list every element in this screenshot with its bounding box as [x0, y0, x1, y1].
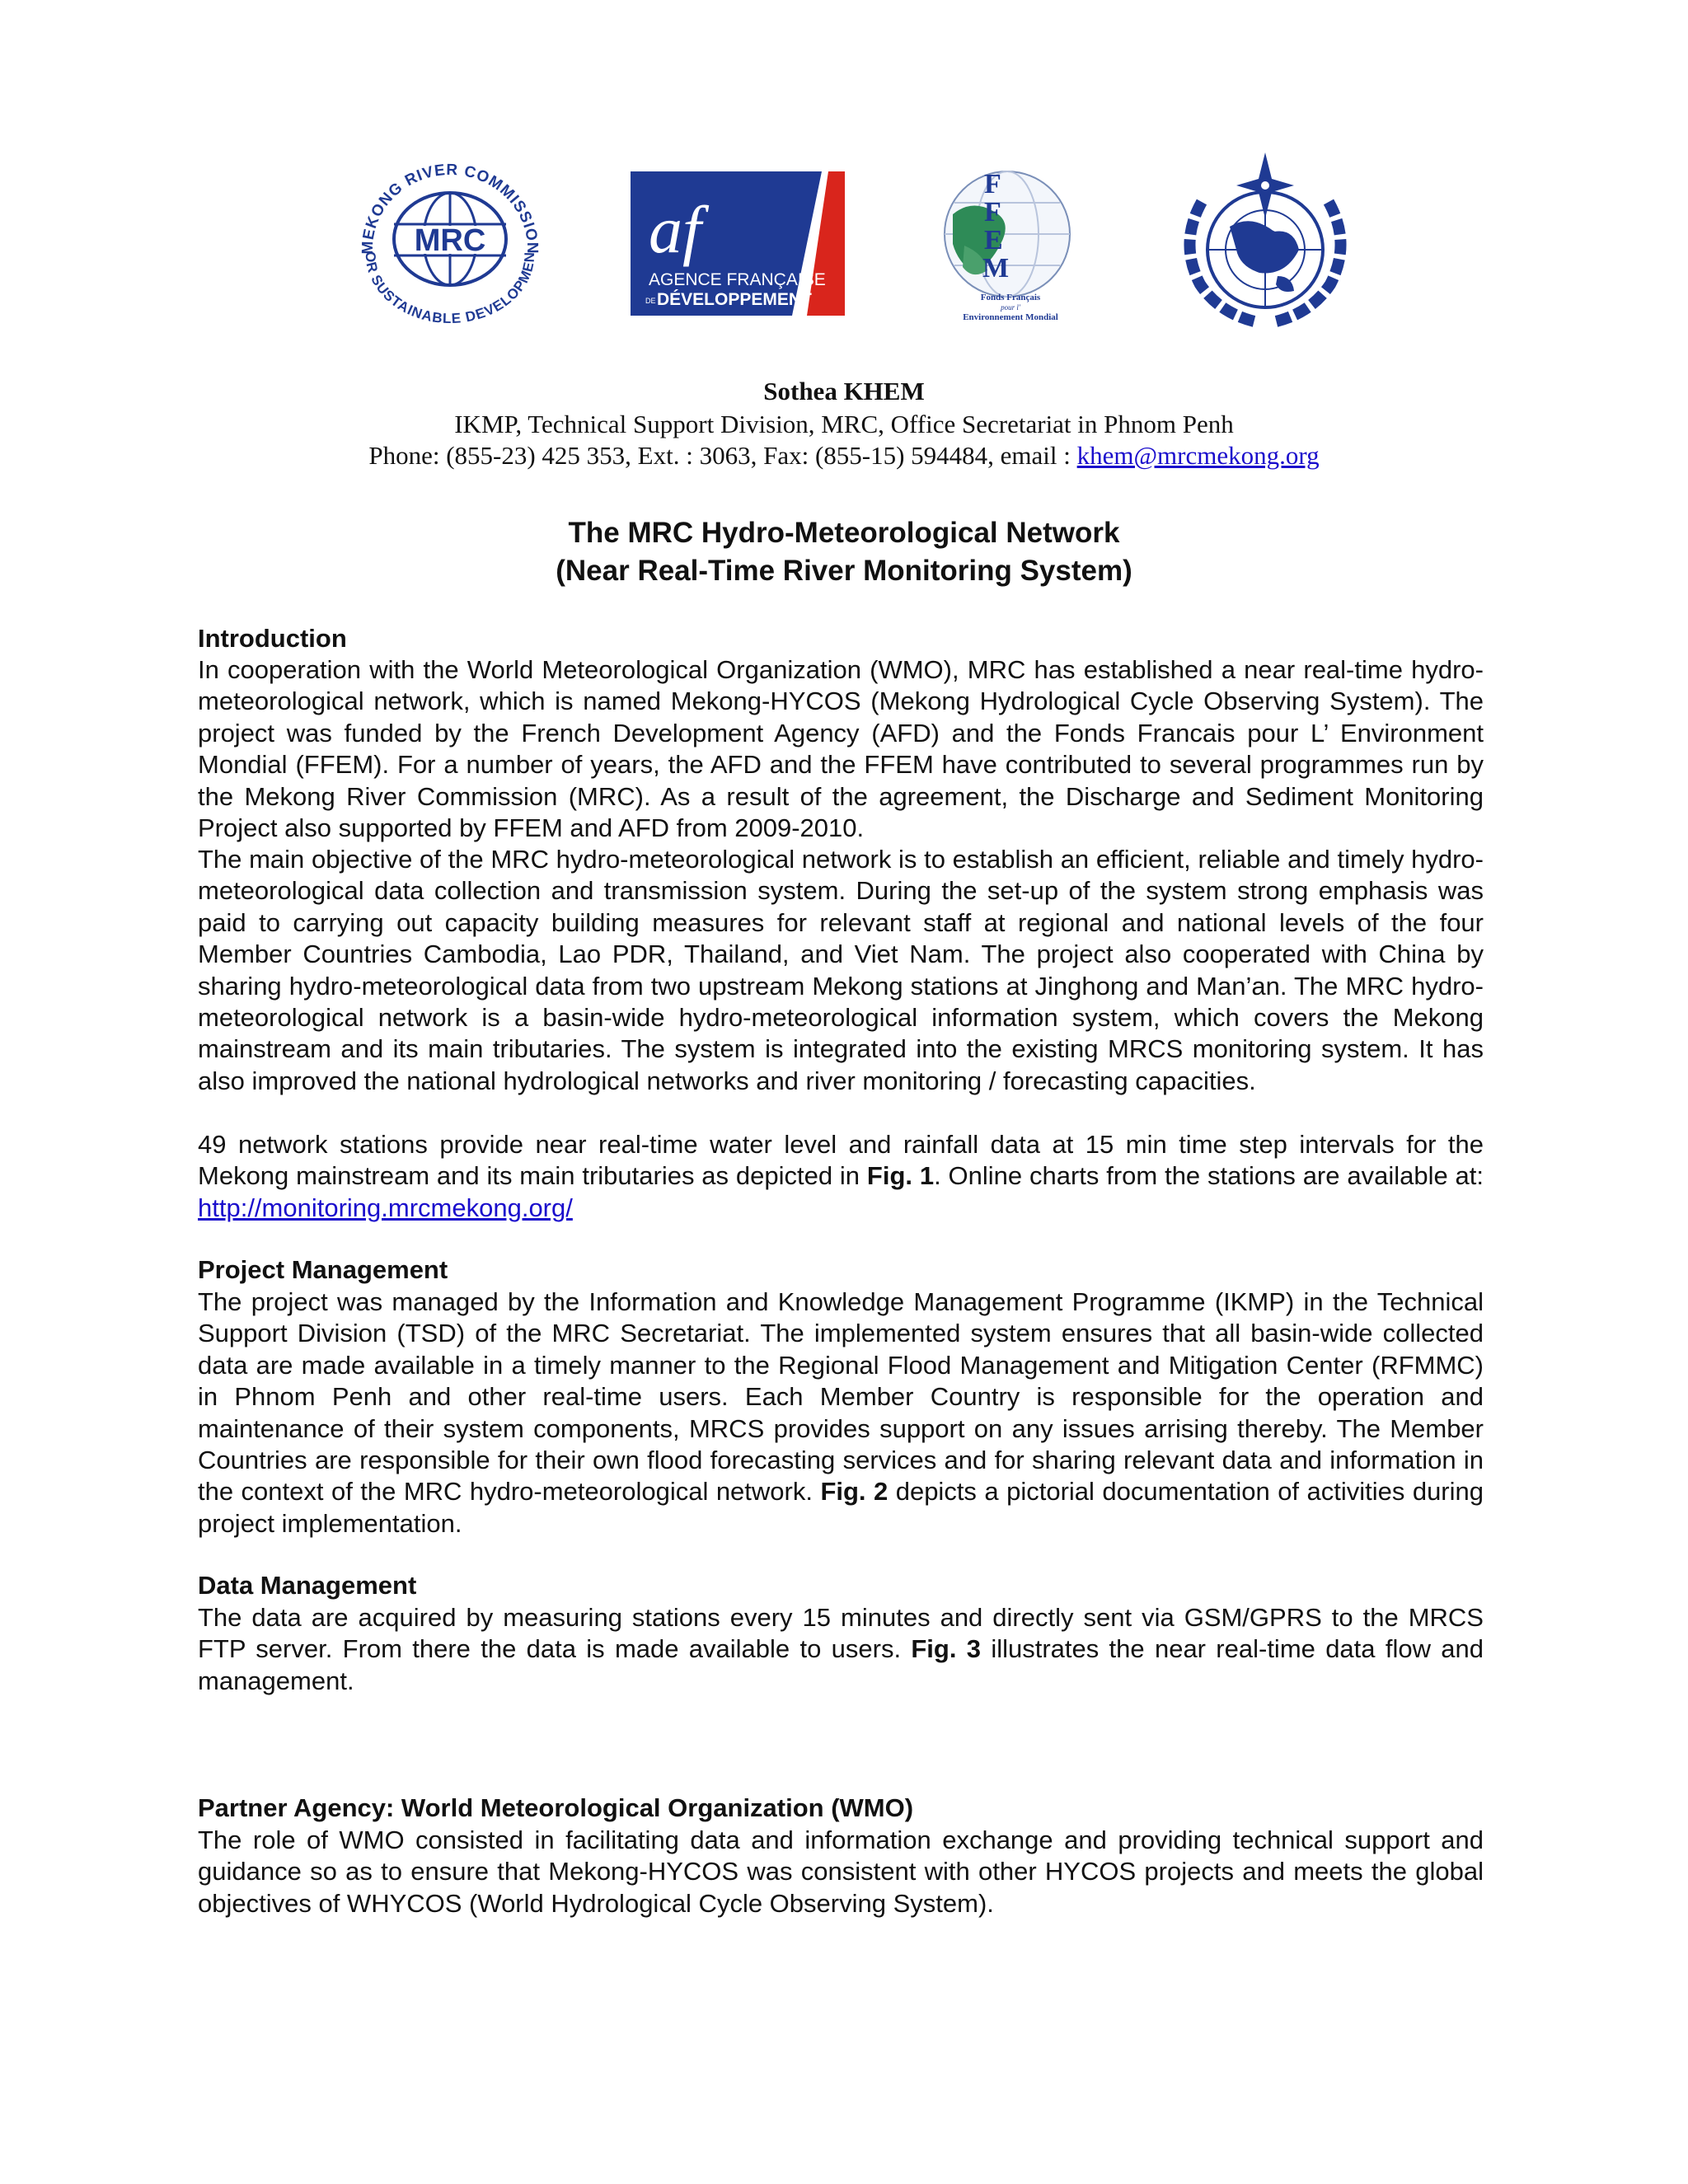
author-contact-text: Phone: (855-23) 425 353, Ext. : 3063, Fax: (855-15) 594484, email :: [368, 441, 1077, 470]
data-management-paragraph: [198, 1602, 1484, 1697]
author-contact: [0, 439, 1688, 472]
project-management-text-b: depicts a pictorial documentation of activities during project implementation.: [198, 1477, 1484, 1538]
mrc-logo-arc-top: MEKONG RIVER COMMISSION: [359, 161, 542, 255]
partner-heading: Partner Agency: World Meteorological Organization (WMO): [198, 1793, 914, 1822]
fig3-ref: Fig. 3: [911, 1634, 982, 1664]
ffem-logo: [915, 165, 1092, 326]
afd-logo: [631, 171, 845, 316]
ffem-caption-3: Environnement Mondial: [963, 312, 1058, 322]
ffem-letter-3: E: [984, 225, 1003, 255]
data-management-heading: Data Management: [198, 1571, 417, 1600]
mrc-logo-arc-bottom: OR SUSTAINABLE DEVELOPMEN: [362, 251, 538, 326]
wmo-logo: [1154, 152, 1376, 330]
intro-p3-text-b: . Online charts from the stations are available at:: [934, 1161, 1484, 1191]
data-management-text-b: illustrates the near real-time data flow and management.: [198, 1634, 1484, 1695]
ffem-caption-1: Fonds Français: [980, 293, 1041, 302]
intro-heading: Introduction: [198, 624, 347, 653]
afd-logo-side: DE: [645, 297, 656, 305]
ffem-letter-4: M: [982, 253, 1010, 284]
afd-logo-line2: DÉVELOPPEMENT: [657, 290, 812, 309]
afd-logo-mark: af: [649, 192, 701, 267]
afd-logo-line1: AGENCE FRANÇAISE: [649, 270, 826, 289]
partner-paragraph: The role of WMO consisted in facilitating data and information exchange and providing technical support and guidance so as to ensure that Mekong-HYCOS was consistent with other HYCOS projects and meets the global objectives of WHYCOS (World Hydrological Cycle Observing System).: [198, 1825, 1484, 1918]
ffem-letter-1: F: [984, 169, 1001, 199]
ffem-caption-2: pour l': [1001, 303, 1020, 312]
mrc-logo: [333, 157, 567, 326]
intro-p3-text-a: 49 network stations provide near real-time water level and rainfall data at 15 min time step intervals for the Mekong mainstream and its main tributaries as depicted in: [198, 1130, 1484, 1191]
author-email-link[interactable]: khem@mrcmekong.org: [1076, 441, 1320, 470]
fig1-ref: Fig. 1: [866, 1161, 935, 1191]
intro-paragraph-2: The main objective of the MRC hydro-meteorological network is to establish an efficient, reliable and timely hydro-meteorological data collection and transmission system. During the set-up of the system strong emphasis was paid to carrying out capacity building measures for relevant staff at regional and national levels of the four Member Countries Cambodia, Lao PDR, Thailand, and Viet Nam. The project also cooperated with China by sharing hydro-meteorological data from two upstream Mekong stations at Jinghong and Man’an. The MRC hydro-meteorological network is a basin-wide hydro-meteorological information system, which covers the Mekong mainstream and its main tributaries. The system is integrated into the existing MRCS monitoring system. It has also improved the national hydrological networks and river monitoring / forecasting capacities.: [198, 845, 1484, 1095]
author-name: Sothea KHEM: [763, 377, 925, 405]
monitoring-link[interactable]: http://monitoring.mrcmekong.org/: [198, 1193, 573, 1222]
ffem-letter-2: F: [984, 197, 1001, 227]
project-management-paragraph: [198, 1286, 1484, 1540]
document-subtitle: (Near Real-Time River Monitoring System): [556, 555, 1132, 587]
project-management-heading: Project Management: [198, 1255, 448, 1284]
project-management-text-a: The project was managed by the Information and Knowledge Management Programme (IKMP) in the Technical Support Division (TSD) of the MRC Secretariat. The implemented system ensures that all basin-wide collected data are made available in a timely manner to the Regional Flood Management and Mitigation Center (RFMMC) in Phnom Penh and other real-time users. Each Member Country is responsible for the operation and maintenance of their system components, MRCS provides support on any issues arrising thereby. The Member Countries are responsible for their own flood forecasting services and for sharing relevant data and information in the context of the MRC hydro-meteorological network.: [198, 1287, 1484, 1507]
intro-paragraph-3: [198, 1129, 1484, 1224]
document-title: The MRC Hydro-Meteorological Network: [568, 517, 1120, 549]
author-affiliation: IKMP, Technical Support Division, MRC, Office Secretariat in Phnom Penh: [454, 410, 1234, 438]
intro-paragraph-1: In cooperation with the World Meteorological Organization (WMO), MRC has established a near real-time hydro-meteorological network, which is named Mekong-HYCOS (Mekong Hydrological Cycle Observing System). The project was funded by the French Development Agency (AFD) and the Fonds Francais pour L’ Environment Mondial (FFEM). For a number of years, the AFD and the FFEM have contributed to several programmes run by the Mekong River Commission (MRC). As a result of the agreement, the Discharge and Sediment Monitoring Project also supported by FFEM and AFD from 2009-2010.: [198, 655, 1484, 843]
data-management-text-a: The data are acquired by measuring stations every 15 minutes and directly sent via GSM/GPRS to the MRCS FTP server. From there the data is made available to users.: [198, 1603, 1484, 1664]
fig2-ref: Fig. 2: [820, 1477, 889, 1507]
mrc-logo-text: MRC: [414, 223, 486, 258]
